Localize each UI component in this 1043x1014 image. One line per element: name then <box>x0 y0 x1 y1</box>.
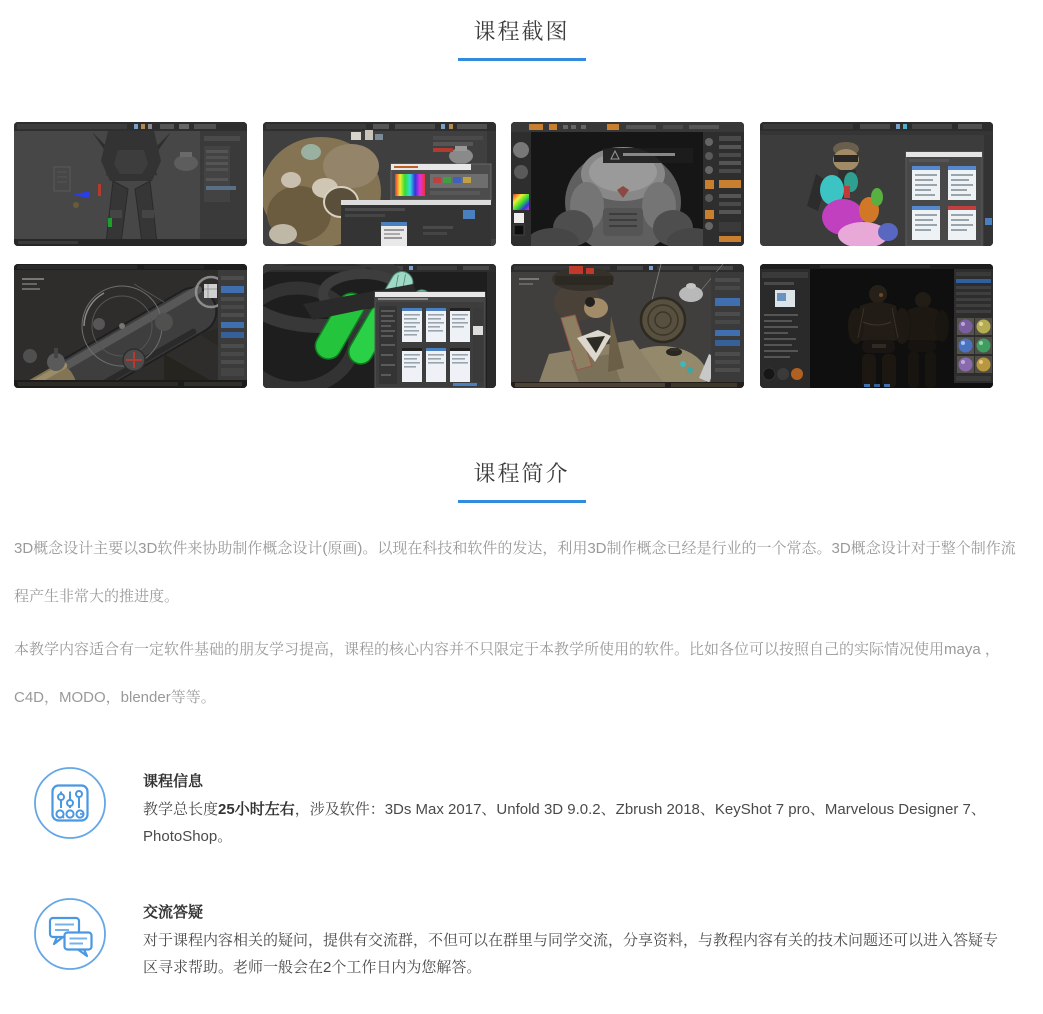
info-body-prefix: 教学总长度 <box>143 801 219 818</box>
intro-body <box>0 525 1043 722</box>
info-text-course-info <box>143 766 1011 850</box>
screenshot-grid <box>0 122 1043 388</box>
course-screenshot-thumbnail[interactable] <box>760 264 993 388</box>
info-item-course-info <box>0 766 1043 850</box>
intro-paragraph: 本教学内容适合有一定软件基础的朋友学习提高，课程的核心内容并不只限定于本教学所使用的软件。比如各位可以按照自己的实际情况使用maya ，C4D，MODO，blender等等。 <box>14 641 1000 706</box>
info-body-rest: ，涉及软件：3Ds Max 2017、Unfold 3D 9.0.2、Zbrush 2018、KeyShot 7 pro、Marvelous Designer 7、PhotoShop。 <box>143 801 986 845</box>
course-screenshot-thumbnail[interactable] <box>14 122 247 246</box>
intro-paragraph: 3D概念设计主要以3D软件来协助制作概念设计(原画)。以现在科技和软件的发达，利用3D制作概念已经是行业的一个常态。3D概念设计对于整个制作流程产生非常大的推进度。 <box>14 540 1016 605</box>
course-screenshot-thumbnail[interactable] <box>263 122 496 246</box>
screenshot-image <box>760 122 993 246</box>
info-text-qa <box>143 897 1011 981</box>
info-body: 对于课程内容相关的疑问，提供有交流群，不但可以在群里与同学交流，分享资料，与教程内容有关的技术问题还可以进入答疑专区寻求帮助。老师一般会在2个工作日内为您解答。 <box>143 932 999 976</box>
course-screenshot-thumbnail[interactable] <box>511 122 744 246</box>
chat-bubbles-icon <box>33 897 107 971</box>
course-screenshot-thumbnail[interactable] <box>511 264 744 388</box>
screenshot-image <box>263 264 496 388</box>
screenshot-image <box>14 264 247 388</box>
course-screenshot-thumbnail[interactable] <box>263 264 496 388</box>
title-underline <box>458 58 586 61</box>
screenshot-image <box>14 122 247 246</box>
section-title-intro: 课程简介 <box>473 461 570 486</box>
screenshot-image <box>263 122 496 246</box>
screenshot-image <box>511 122 744 246</box>
info-body-bold: 25小时左右 <box>218 801 295 818</box>
screenshot-image <box>511 264 744 388</box>
info-body <box>143 796 1011 850</box>
course-screenshot-thumbnail[interactable] <box>760 122 993 246</box>
title-underline <box>458 500 586 503</box>
course-screenshot-thumbnail[interactable] <box>14 264 247 388</box>
info-title: 课程信息 <box>143 773 204 790</box>
section-title-screenshots: 课程截图 <box>473 19 570 44</box>
info-item-qa <box>0 897 1043 981</box>
info-title: 交流答疑 <box>143 904 204 921</box>
screenshot-image <box>760 264 993 388</box>
sliders-control-icon <box>33 766 107 840</box>
